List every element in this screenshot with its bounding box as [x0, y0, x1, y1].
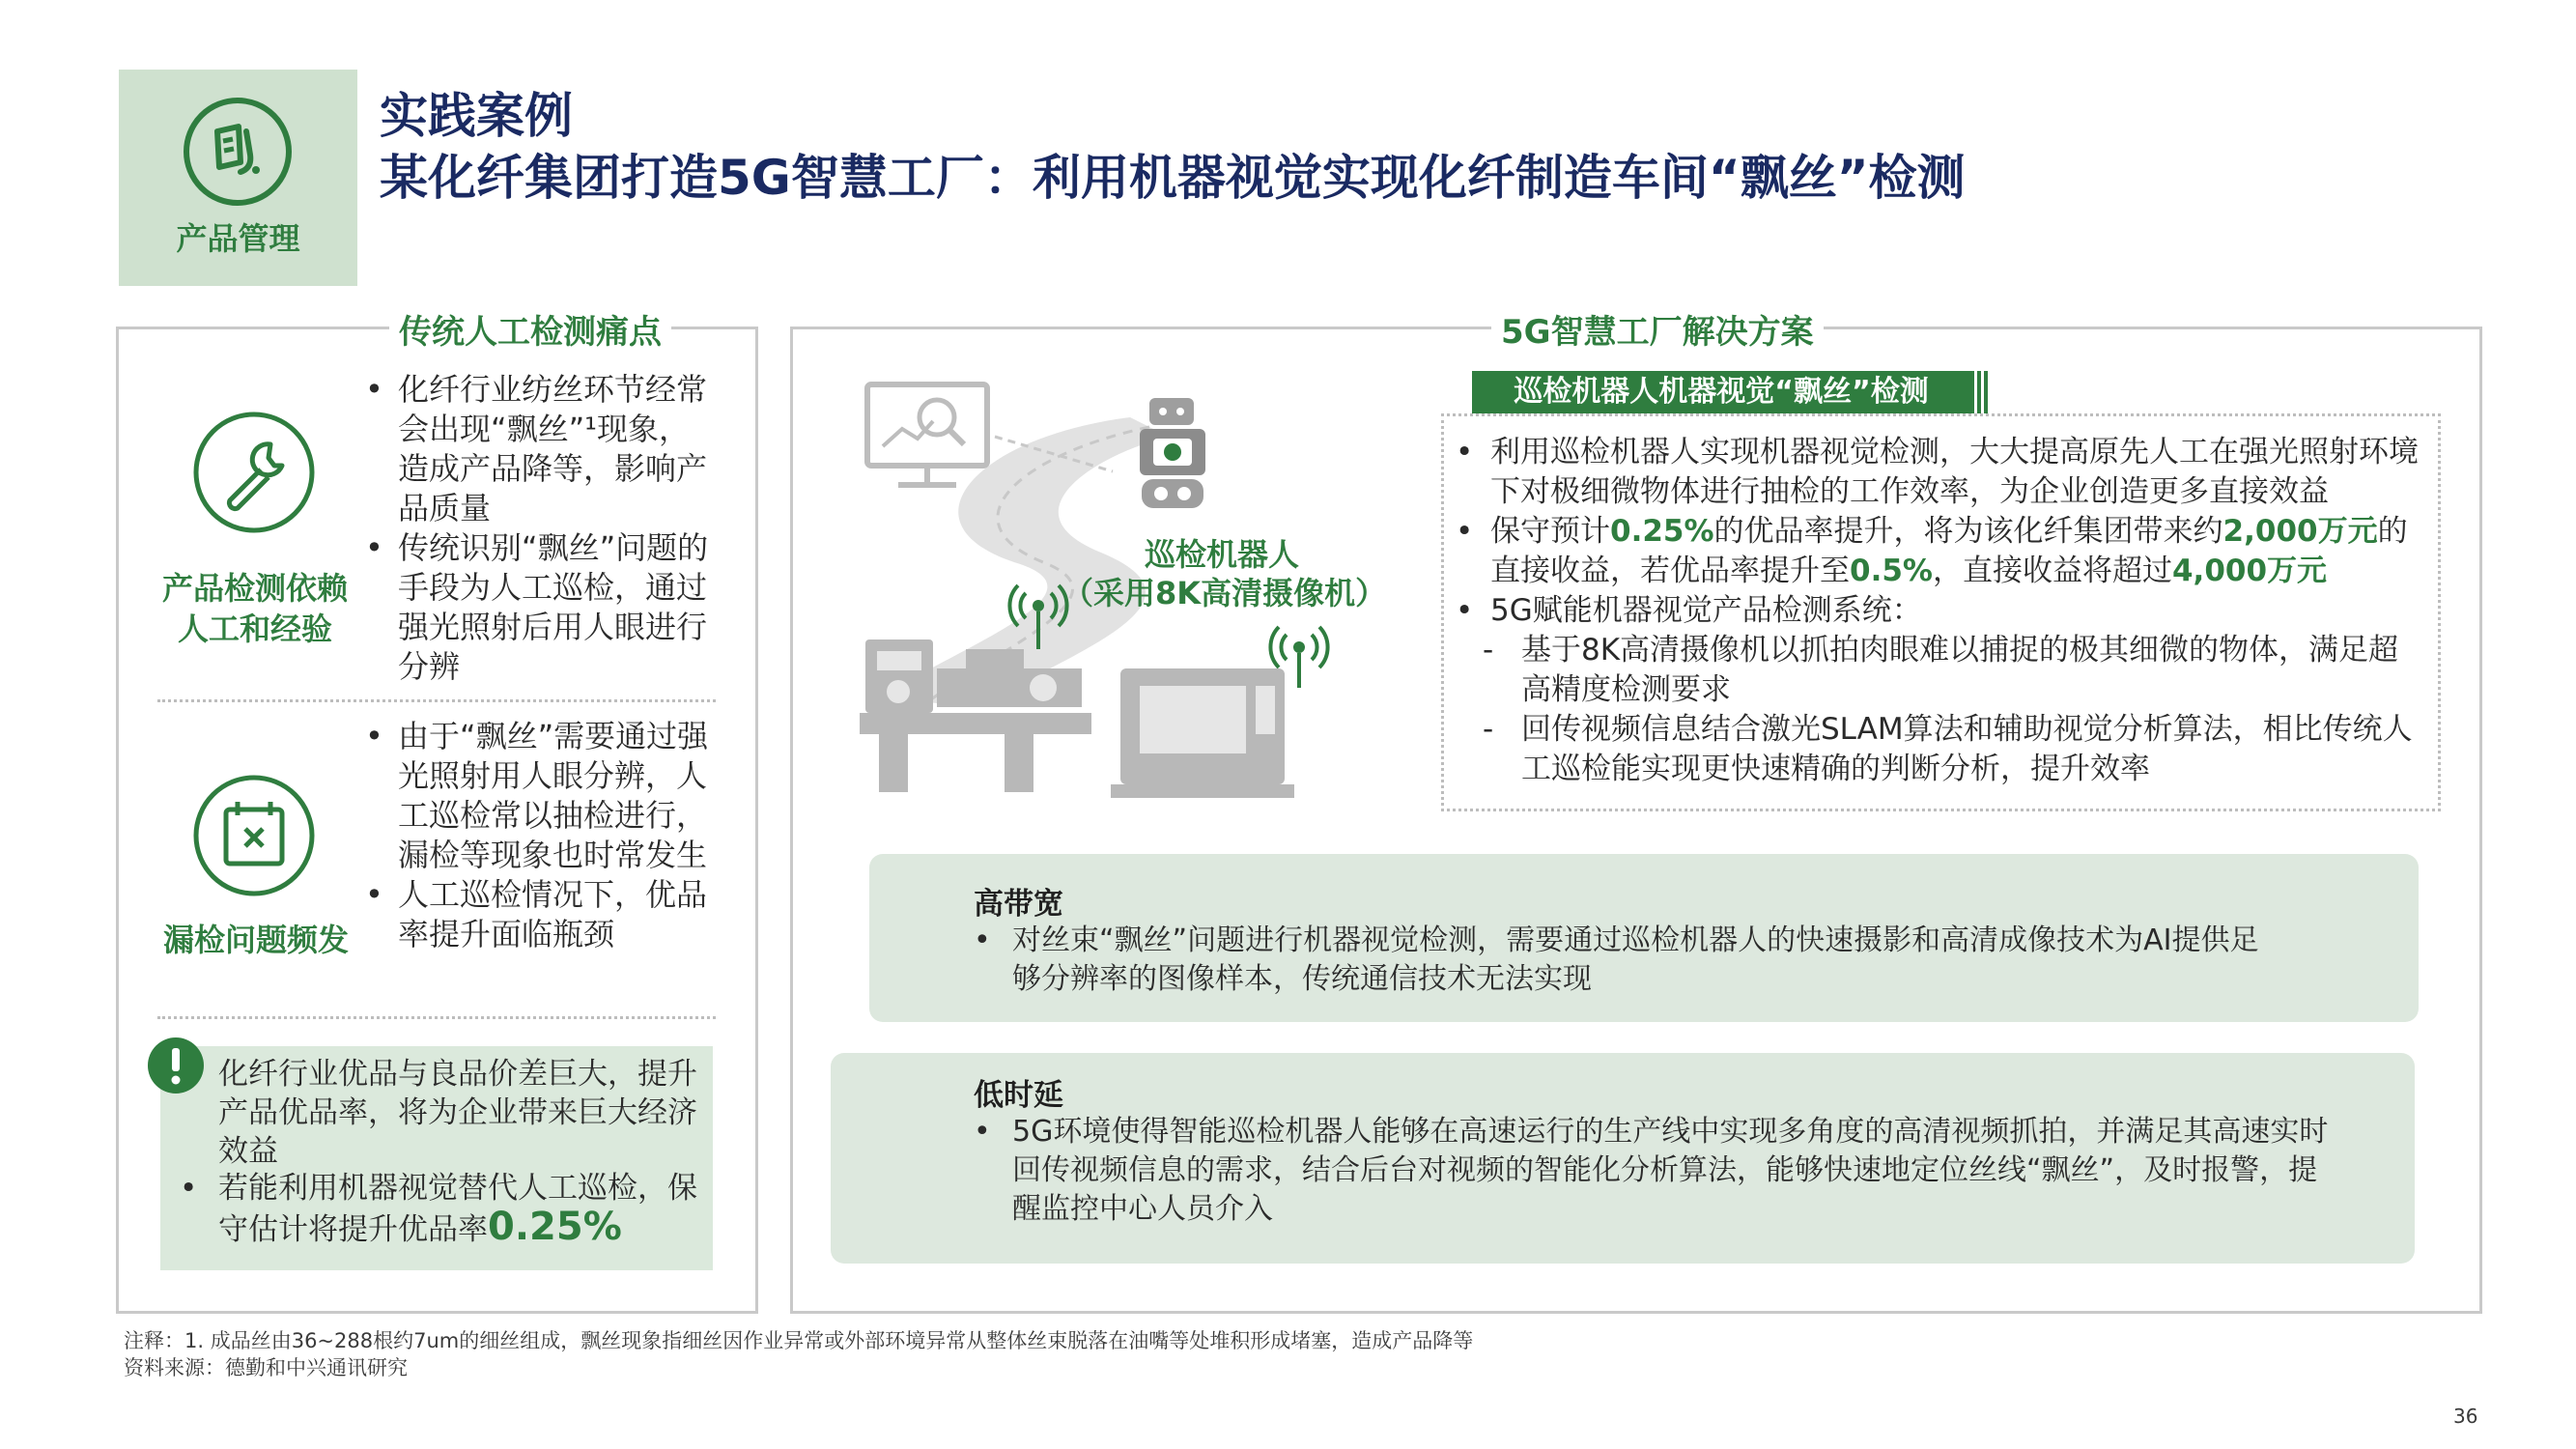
right-heading-text: 5G智慧工厂解决方案 [1491, 305, 1824, 353]
summary-bullet-text: 若能利用机器视觉替代人工巡检，保守估计将提升优品率 [218, 1171, 697, 1247]
solution-tab: 巡检机器人机器视觉“飘丝”检测 [1472, 371, 1970, 413]
robot-label-line1: 巡检机器人 [1144, 536, 1299, 573]
page-number: 36 [2453, 1405, 2478, 1428]
tab-stripes [1970, 371, 1988, 413]
left-panel-heading [116, 305, 758, 352]
exclamation-icon [147, 1037, 205, 1094]
solution-s2: 回传视频信息结合激光SLAM算法和辅助视觉分析算法，相比传统人工巡检能实现更快速精确的判断分析，提升效率 [1521, 712, 2413, 786]
sub-list-item: - 基于8K高清摄像机以抓拍肉眼难以捕捉的极其细微的物体，满足超高精度检测要求 [1483, 633, 2399, 707]
divider [157, 699, 716, 702]
solution-list [1452, 433, 2427, 789]
bandwidth-text: • 对丝束“飘丝”问题进行机器视觉检测，需要通过巡检机器人的快速摄影和高清成像技术为AI提供足够分辨率的图像样本，传统通信技术无法实现 [974, 923, 2259, 996]
document-list-icon [181, 95, 295, 209]
list-item: • 利用巡检机器人实现机器视觉检测，大大提高原先人工在强光照射环境下对极细微物体进行抽检的工作效率，为企业创造更多直接效益 [1456, 435, 2419, 509]
footnote [124, 1327, 1473, 1381]
highlight-value: 0.5% [1850, 554, 1933, 588]
list-item: • 传统识别“飘丝”问题的手段为人工巡检，通过强光照射后用人眼进行分辨 [365, 528, 715, 687]
solution-b2-a: 保守预计 [1490, 514, 1610, 549]
solution-b2-c: 的直接收益，若优品率提升至 [1490, 514, 2408, 588]
latency-text-body: 5G环境使得智能巡检机器人能够在高速运行的生产线中实现多角度的高清视频抓拍，并满足其高速实时回传视频信息的需求，结合后台对视频的智能化分析算法，能够快速地定位丝线“飘丝”，及时报警，提醒监控中心人员介入 [1012, 1115, 2329, 1226]
latency-title: 低时延 [974, 1078, 1063, 1113]
list-item: • 5G赋能机器视觉产品检测系统： [1456, 593, 1922, 628]
bandwidth-text-body: 对丝束“飘丝”问题进行机器视觉检测，需要通过巡检机器人的快速摄影和高清成像技术为AI提供足够分辨率的图像样本，传统通信技术无法实现 [1012, 923, 2259, 996]
left-heading-text: 传统人工检测痛点 [389, 305, 671, 353]
bandwidth-title: 高带宽 [974, 887, 1063, 922]
wrench-icon [191, 410, 317, 535]
summary-bullet: • 若能利用机器视觉替代人工巡检，保守估计将提升优品率0.25% [180, 1171, 697, 1249]
list-item: • 由于“飘丝”需要通过强光照射用人眼分辨，人工巡检常以抽检进行，漏检等现象也时常发生 [365, 717, 715, 875]
summary-highlight: 0.25% [488, 1205, 622, 1249]
pain-label-missed: 漏检问题频发 [162, 922, 349, 958]
footnote-source: 资料来源：德勤和中兴通讯研究 [124, 1356, 408, 1379]
machine-icon [860, 639, 1294, 798]
section-badge [119, 70, 357, 286]
pain-label-dependence [143, 568, 367, 649]
sub-list-item: - 回传视频信息结合激光SLAM算法和辅助视觉分析算法，相比传统人工巡检能实现更快速精确的判断分析，提升效率 [1483, 712, 2413, 786]
badge-label: 产品管理 [176, 220, 300, 257]
list-item: • 化纤行业纺丝环节经常会出现“飘丝”¹现象，造成产品降等，影响产品质量 [365, 370, 715, 528]
pain-bullets-2 [365, 717, 715, 954]
highlight-value: 2,000万元 [2222, 514, 2378, 549]
monitor-icon [867, 384, 987, 485]
highlight-value: 4,000万元 [2171, 554, 2328, 588]
robot-label-line2: （采用8K高清摄像机） [1062, 575, 1387, 611]
solution-b3: 5G赋能机器视觉产品检测系统： [1490, 593, 1922, 628]
right-panel-heading [790, 305, 2482, 352]
page-subtitle: 某化纤集团打造5G智慧工厂：利用机器视觉实现化纤制造车间“飘丝”检测 [380, 150, 1966, 206]
highlight-value: 0.25% [1610, 514, 1714, 549]
pain-label-line1: 产品检测依赖 [161, 570, 348, 607]
summary-text: 化纤行业优品与良品价差巨大，提升产品优品率，将为企业带来巨大经济效益 [218, 1057, 697, 1169]
pain-label-line2: 人工和经验 [177, 611, 332, 647]
list-item: • 人工巡检情况下，优品率提升面临瓶颈 [365, 875, 715, 954]
robot-label [1062, 535, 1387, 612]
footnote-note: 注释：1. 成品丝由36~288根约7um的细丝组成，飘丝现象指细丝因作业异常或外部环境异常从整体丝束脱落在油嘴等处堆积形成堵塞，造成产品降等 [124, 1329, 1474, 1352]
list-item: • 保守预计0.25%的优品率提升，将为该化纤集团带来约2,000万元的直接收益，若优品率提升至0.5%，直接收益将超过4,000万元 [1456, 514, 2408, 588]
solution-b1: 利用巡检机器人实现机器视觉检测，大大提高原先人工在强光照射环境下对极细微物体进行抽检的工作效率，为企业创造更多直接效益 [1490, 435, 2419, 509]
pain-bullets-1 [365, 370, 715, 687]
robot-icon [1140, 398, 1205, 508]
solution-s1: 基于8K高清摄像机以抓拍肉眼难以捕捉的极其细微的物体，满足超高精度检测要求 [1521, 633, 2399, 707]
page-title: 实践案例 [380, 88, 573, 144]
solution-b2-d: ，直接收益将超过 [1932, 554, 2172, 588]
calendar-x-icon [191, 773, 317, 898]
latency-text: • 5G环境使得智能巡检机器人能够在高速运行的生产线中实现多角度的高清视频抓拍，并满足其高速实时回传视频信息的需求，结合后台对视频的智能化分析算法，能够快速地定位丝线“飘丝”，及时报警，提醒监控中心人员介入 [974, 1115, 2329, 1226]
solution-b2-b: 的优品率提升，将为该化纤集团带来约 [1713, 514, 2223, 549]
divider [157, 1016, 716, 1019]
